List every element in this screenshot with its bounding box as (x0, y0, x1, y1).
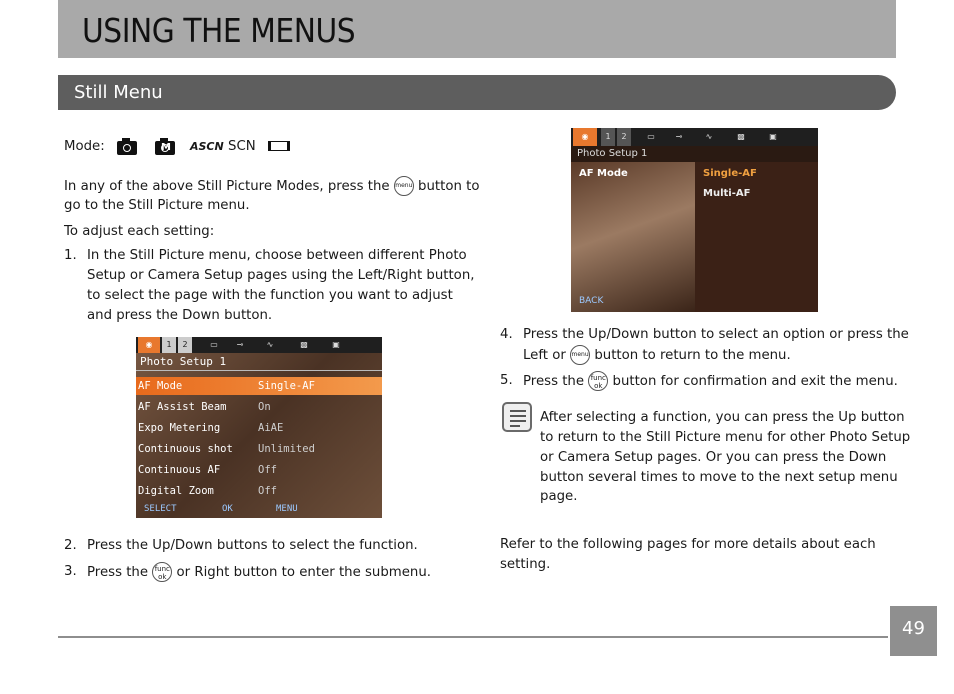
step-2-number: 2. (64, 538, 77, 553)
screen-footer: BACK (579, 296, 604, 306)
screen-tab-bar (136, 337, 382, 353)
intro-line-1: In any of the above Still Picture Modes, press the menu button to (64, 176, 479, 197)
key-tab-icon: ⊸ (236, 340, 244, 349)
step-1-line-4: and press the Down button. (87, 308, 273, 323)
note-line-3: or Camera Setup pages. Or you can press the Down (540, 450, 887, 465)
page-tab-1: 1 (601, 128, 615, 146)
camera-manual-icon: M (155, 141, 175, 155)
refer-line-2: setting. (500, 557, 551, 572)
step-5-number: 5. (500, 373, 513, 388)
screen-tab-bar (571, 128, 818, 146)
step-1-number: 1. (64, 248, 77, 263)
note-line-2: to return to the Still Picture menu for other Photo Setup (540, 430, 911, 445)
camera-submenu-screenshot (571, 128, 818, 312)
camera-auto-icon (117, 141, 137, 155)
screen-header: Photo Setup 1 (140, 355, 227, 368)
camera-tab-icon: ◉ (138, 337, 160, 353)
intro-line-3: To adjust each setting: (64, 224, 215, 239)
page-tab-2: 2 (178, 337, 192, 353)
screen-header: Photo Setup 1 (577, 148, 648, 159)
step-5-text: Press the func ok button for confirmation and exit the menu. (523, 371, 898, 392)
note-line-1: After selecting a function, you can press the Up button (540, 410, 905, 425)
step-4-line-1: Press the Up/Down button to select an option or press the (523, 327, 909, 342)
camera-menu-screenshot: ◉ 1 2 ▭ ⊸ ∿ ▩ ▣ Photo Setup 1 AF Mode Single-AF AF Assist Beam On Expo Metering AiAE Continuous shot Unlimited Continuous AF Off Digital Zoom Off SELECT OK MENU (136, 337, 382, 518)
step-3-text: Press the func ok or Right button to enter the submenu. (87, 562, 431, 583)
asm-scene-icon: ASCN (190, 140, 224, 153)
setup-tab-icon: ▭ (210, 340, 218, 349)
screen-row: AF Mode Single-AF (136, 377, 382, 395)
memory-tab-icon: ▣ (332, 340, 340, 349)
intro-line-2: go to the Still Picture menu. (64, 198, 250, 213)
footer-divider (58, 636, 888, 638)
wave-tab-icon: ∿ (705, 132, 713, 141)
step-1-line-1: In the Still Picture menu, choose between different Photo (87, 248, 467, 263)
note-icon (502, 402, 532, 432)
page-title: USING THE MENUS (82, 11, 356, 50)
setup-tab-icon: ▭ (647, 132, 655, 141)
scene-icon: SCN (228, 139, 256, 154)
note-line-4: button several times to move to the next setup menu (540, 470, 898, 485)
page-tab-2: 2 (617, 128, 631, 146)
option-item: Multi-AF (703, 188, 751, 199)
step-1-line-3: to select the page with the function you want to adjust (87, 288, 453, 303)
section-title: Still Menu (74, 82, 163, 103)
note-line-5: page. (540, 489, 578, 504)
memory-tab-icon: ▣ (769, 132, 777, 141)
screen-footer: SELECT OK MENU (144, 504, 298, 514)
display-tab-icon: ▩ (737, 132, 745, 141)
option-panel (695, 162, 818, 312)
option-selected: Single-AF (703, 168, 757, 179)
step-3-number: 3. (64, 564, 77, 579)
photo-preview (571, 162, 695, 312)
menu-button-icon: menu (394, 176, 414, 196)
func-ok-button-icon: func ok (152, 562, 172, 582)
section-bar (58, 75, 896, 110)
key-tab-icon: ⊸ (675, 132, 683, 141)
panorama-icon (268, 141, 290, 151)
step-4-number: 4. (500, 327, 513, 342)
refer-line-1: Refer to the following pages for more details about each (500, 537, 876, 552)
menu-button-icon: menu (570, 345, 590, 365)
step-2-text: Press the Up/Down buttons to select the function. (87, 538, 418, 553)
camera-tab-icon: ◉ (573, 128, 597, 146)
func-ok-button-icon: func ok (588, 371, 608, 391)
step-1-line-2: Setup or Camera Setup pages using the Left/Right button, (87, 268, 475, 283)
display-tab-icon: ▩ (300, 340, 308, 349)
page-tab-1: 1 (162, 337, 176, 353)
wave-tab-icon: ∿ (266, 340, 274, 349)
step-4-line-2: Left or menu button to return to the menu. (523, 345, 791, 366)
page-number: 49 (902, 618, 925, 639)
screen-divider (136, 370, 382, 371)
mode-label: Mode: (64, 139, 105, 154)
screen-left-label: AF Mode (579, 168, 628, 179)
